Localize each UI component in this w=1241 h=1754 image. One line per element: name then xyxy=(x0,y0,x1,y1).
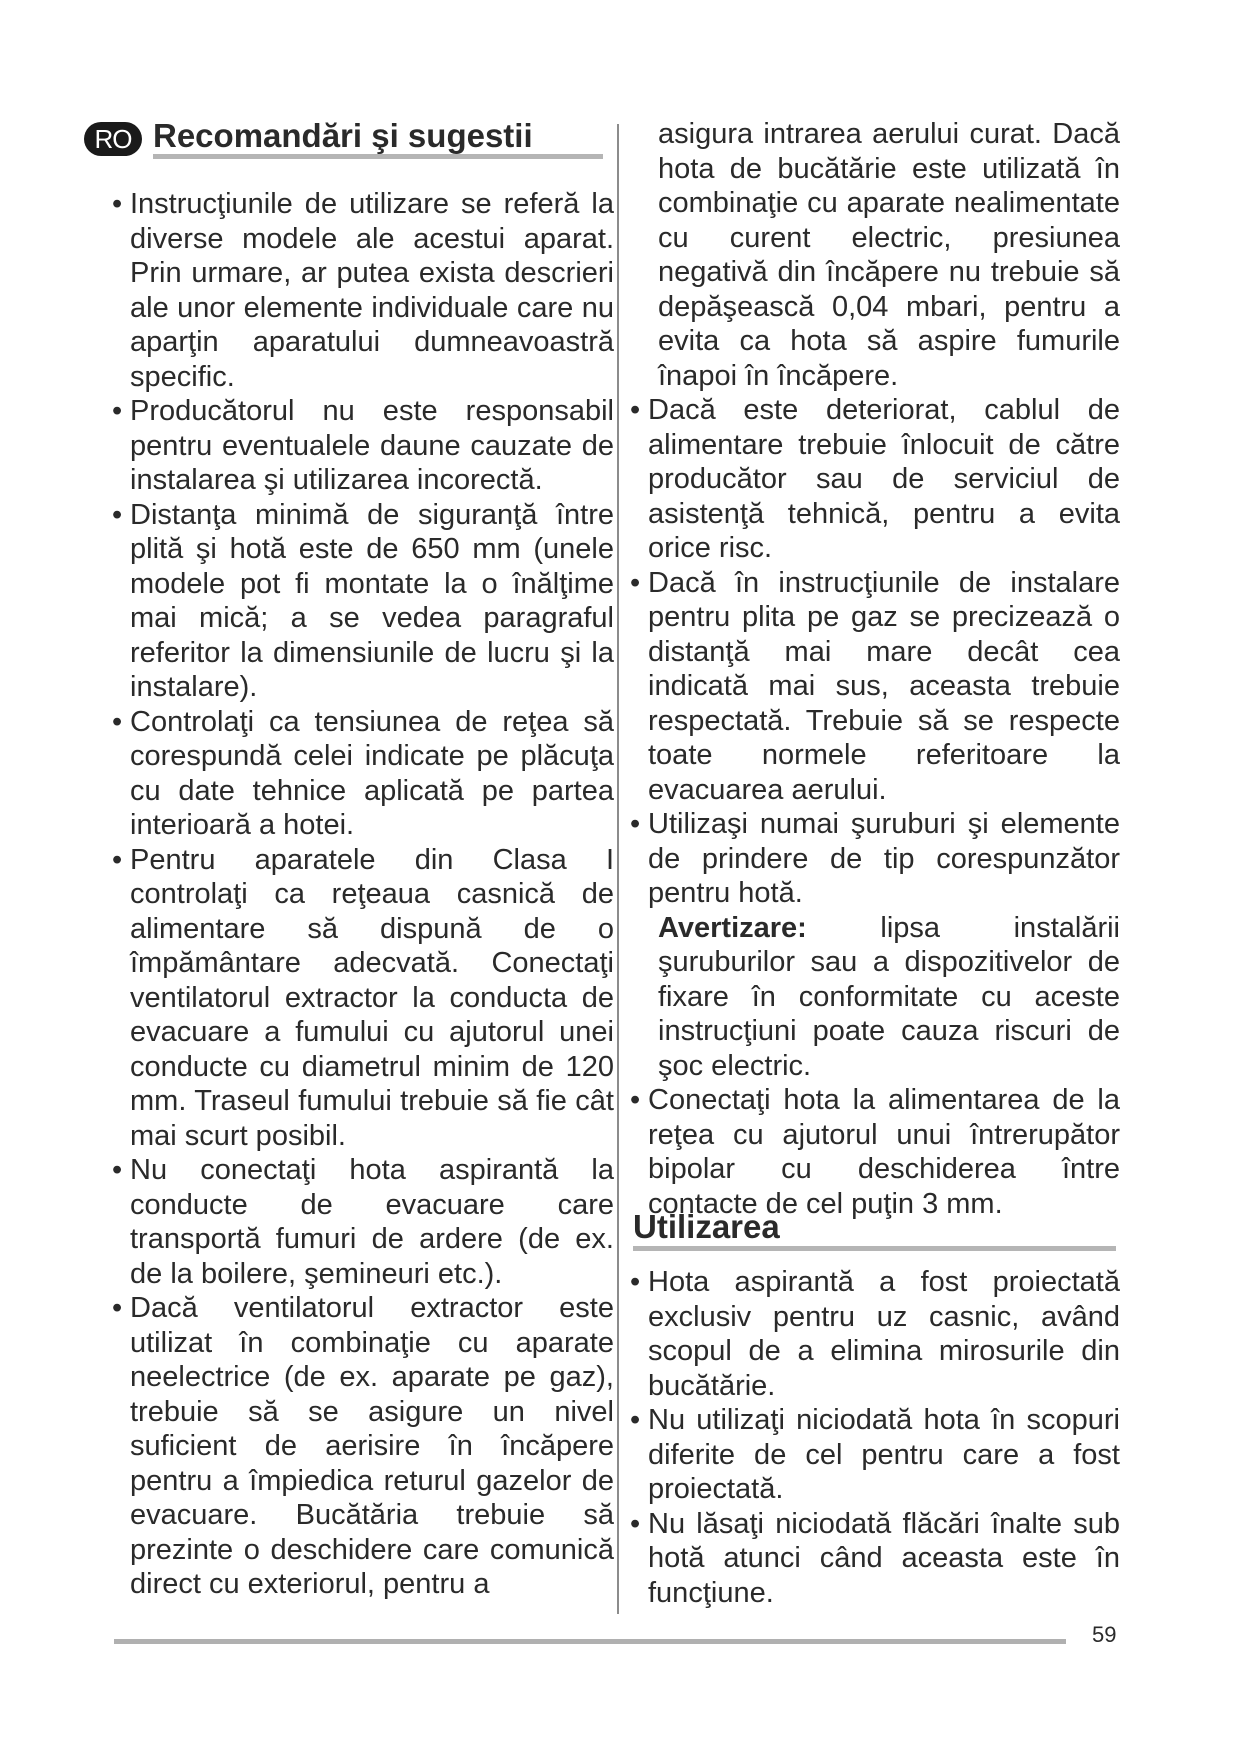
list-item: • Pentru aparatele din Clasa I controlaţi ca reţeaua casnică de alimentare să dispună de o împământare adecvată. Conectaţi ventilatorul extractor la conducta de evacuare a fumului cu ajutorul unei conducte cu diametrul minim de 120 mm. Traseul fumului trebuie să fie cât mai scurt posibil. xyxy=(112,843,614,1152)
left-column xyxy=(112,187,614,1602)
list-item: • Dacă este deteriorat, cablul de alimentare trebuie înlocuit de către producător sau de serviciul de asistenţă tehnică, pentru a evita orice risc. xyxy=(630,394,1120,564)
right-column xyxy=(630,117,1120,1221)
usage-section xyxy=(630,1265,1120,1610)
title-underline xyxy=(153,154,603,159)
warning-label: Avertizare: xyxy=(658,911,807,944)
footer-rule xyxy=(114,1639,1066,1644)
list-item: • Distanţa minimă de siguranţă între plită şi hotă este de 650 mm (unele modele pot fi montate la o înălţime mai mică; a se vedea paragraful referitor la dimensiunile de lucru şi la instalare). xyxy=(112,498,614,703)
list-item: • Conectaţi hota la alimentarea de la reţea cu ajutorul unui întrerupător bipolar cu deschiderea între contacte de cel puţin 3 mm. xyxy=(630,1084,1120,1220)
warning-text: lipsa instalării şuruburilor sau a dispozitivelor de fixare în conformitate cu aceste instrucţiuni poate cauza riscuri de şoc electric. xyxy=(658,911,1120,1082)
list-item: • Nu lăsaţi niciodată flăcări înalte sub hotă atunci când aceasta este în funcţiune. xyxy=(630,1507,1120,1609)
list-item: • Dacă în instrucţiunile de instalare pentru plita pe gaz se precizează o distanţă mai mare decât cea indicată mai sus, aceasta trebuie respectată. Trebuie să se respecte toate normele referitoare la evacuarea aerului. xyxy=(630,566,1120,806)
list-item: • Controlaţi ca tensiunea de reţea să corespundă celei indicate pe plăcuţa cu date tehnice aplicată pe partea interioară a hotei. xyxy=(112,705,614,841)
list-item: • Hota aspirantă a fost proiectată exclusiv pentru uz casnic, având scopul de a elimina mirosurile din bucătărie. xyxy=(630,1266,1120,1402)
list-item: • Utilizaşi numai şuruburi şi elemente de prindere de tip corespunzător pentru hotă. xyxy=(630,808,1120,909)
list-item: • Producătorul nu este responsabil pentru eventualele daune cauzate de instalarea şi utilizarea incorectă. xyxy=(112,395,614,496)
list-item: • Nu conectaţi hota aspirantă la conducte de evacuare care transportă fumuri de ardere (de ex. de la boilere, şemineuri etc.). xyxy=(112,1154,614,1290)
list-item: • Dacă ventilatorul extractor este utilizat în combinaţie cu aparate neelectrice (de ex. aparate pe gaz), trebuie să se asigure un nivel suficient de aerisire în încăpere pentru a împiedica returul gazelor de evacuare. Bucătăria trebuie să prezinte o deschidere care comunică direct cu exteriorul, pentru a xyxy=(112,1292,614,1600)
usage-section-title: Utilizarea xyxy=(633,1208,780,1245)
list-item: • Nu utilizaţi niciodată hota în scopuri diferite de cel pentru care a fost proiectată. xyxy=(630,1404,1120,1505)
continued-paragraph: asigura intrarea aerului curat. Dacă hota de bucătărie este utilizată în combinaţie cu aparate nealimentate cu curent electric, presiunea negativă din încăpere nu trebuie să depăşească 0,04 mbari, pentru a evita ca hota să aspire fumurile înapoi în încăpere. xyxy=(658,118,1120,392)
warning-note xyxy=(630,911,1120,1084)
usage-title-underline xyxy=(633,1246,1116,1251)
page-number: 59 xyxy=(1092,1622,1117,1647)
list-item: • Instrucţiunile de utilizare se referă la diverse modele ale acestui aparat. Prin urmare, ar putea exista descrieri ale unor elemente individuale care nu aparţin aparatului dumneavoastră specific. xyxy=(112,188,614,393)
section-title: Recomandări şi sugestii xyxy=(153,117,533,154)
column-divider xyxy=(617,124,619,1614)
language-badge: RO xyxy=(84,122,142,156)
